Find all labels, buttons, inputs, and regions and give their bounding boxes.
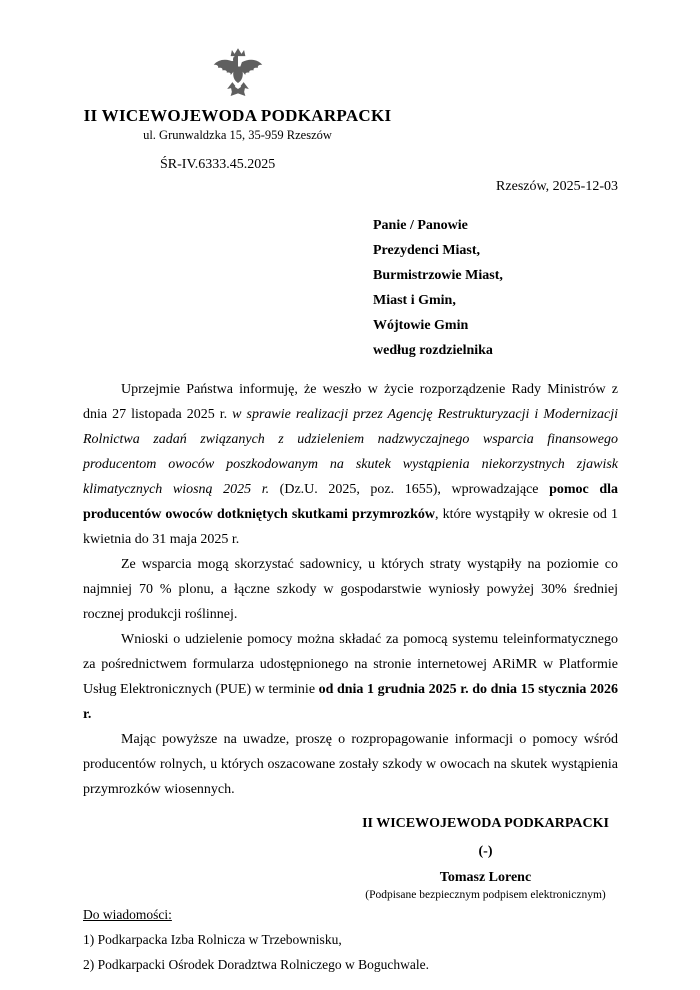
letterhead [45,0,430,143]
cc-item: 1) Podkarpacka Izba Rolnicza w Trzebownisku, [83,932,342,947]
office-address: ul. Grunwaldzka 15, 35-959 Rzeszów [143,128,332,142]
signature-office-title: II WICEWOJEWODA PODKARPACKI [362,816,609,831]
signature-block [353,812,618,902]
recipient-line: Wójtowie Gmin [373,318,469,333]
recipient-line: Burmistrzowie Miast, [373,268,503,283]
letter-body [83,377,618,802]
polish-eagle-emblem-icon [45,44,430,102]
office-title: II WICEWOJEWODA PODKARPACKI [83,106,392,125]
signature-placeholder: (-) [478,844,493,859]
signature-name: Tomasz Lorenc [439,870,532,885]
paragraph-request: Mając powyższe na uwadze, proszę o rozpropagowanie informacji o pomocy wśród producentów rolnych, u których oszacowane zostały szkody w owocach na skutek wystąpienia przymrozków wiosennych. [83,732,618,797]
cc-item: 2) Podkarpacki Ośrodek Doradztwa Rolniczego w Boguchwale. [83,957,430,972]
recipient-line: Prezydenci Miast, [373,243,481,258]
paragraph-eligibility: Ze wsparcia mogą skorzystać sadownicy, u których straty wystąpiły na poziomie co najmniej 70 % plonu, a łączne szkody w gospodarstwie wyniosły powyżej 30% średniej rocznej produkcji roślinnej. [83,557,618,622]
recipient-line: Miast i Gmin, [373,293,456,308]
place-and-date: Rzeszów, 2025-12-03 [496,179,618,194]
recipient-block [373,213,700,363]
paragraph-applications: Wnioski o udzielenie pomocy można składać za pomocą systemu teleinformatycznego za pośrednictwem formularza udostępnionego na stronie internetowej ARiMR w Platformie Usług Elektronicznych (PUE) w terminie od dnia 1 grudnia 2025 r. do dnia 15 stycznia 2026 r. [83,632,618,722]
signature-note: (Podpisane bezpiecznym podpisem elektronicznym) [365,889,606,901]
recipient-line: Panie / Panowie [373,218,468,233]
reference-number: ŚR-IV.6333.45.2025 [160,157,276,172]
paragraph-intro: Uprzejmie Państwa informuję, że weszło w życie rozporządzenie Rady Ministrów z dnia 27 listopada 2025 r. w sprawie realizacji przez Agencję Restrukturyzacji i Modernizacji Rolnictwa zadań związanych z udzieleniem nadzwyczajnego wsparcia finansowego producentom owoców poszkodowanym na skutek wystąpienia niekorzystnych zjawisk klimatycznych wiosną 2025 r. (Dz.U. 2025, poz. 1655), wprowadzające pomoc dla producentów owoców dotkniętych skutkami przymrozków, które wystąpiły w okresie od 1 kwietnia do 31 maja 2025 r. [83,382,619,547]
cc-heading: Do wiadomości: [83,907,172,922]
cc-list [83,902,700,977]
recipient-line: według rozdzielnika [373,343,493,358]
